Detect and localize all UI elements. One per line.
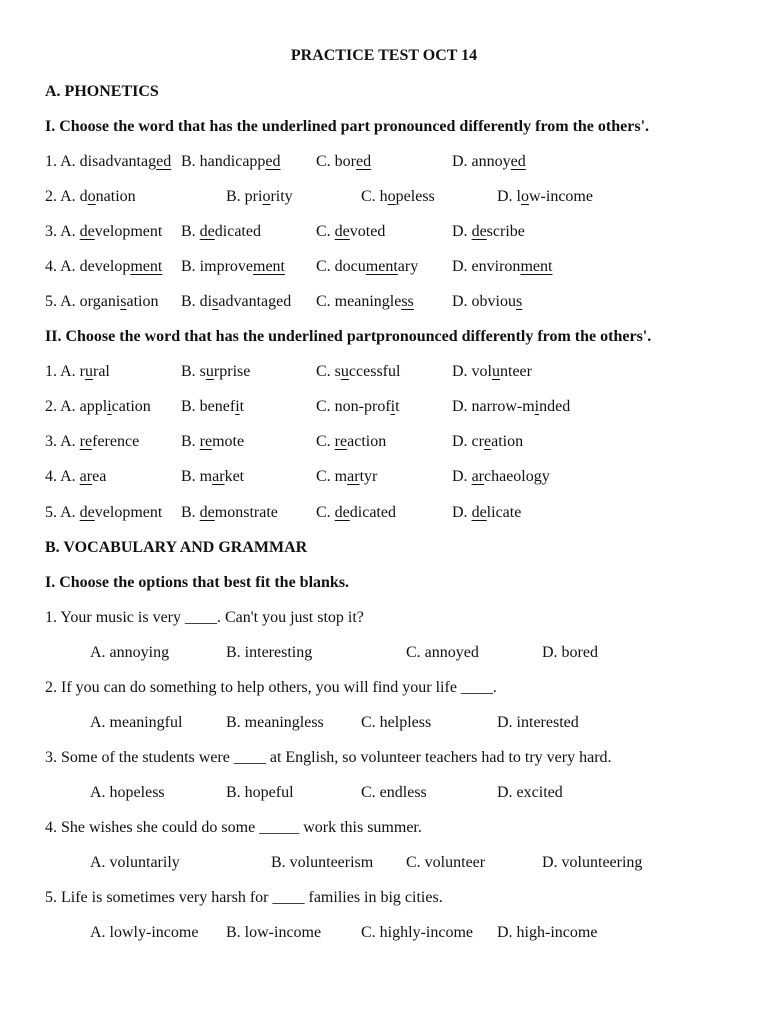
option-text-rest: monstrate xyxy=(214,504,278,521)
option-text-rest: licate xyxy=(486,504,522,521)
underlined-part: s xyxy=(120,293,127,310)
option-text: D. cr xyxy=(452,433,484,450)
option-text: B. s xyxy=(181,363,206,380)
option-text-rest: peless xyxy=(395,188,435,205)
underlined-part: o xyxy=(262,188,271,205)
answer-option xyxy=(316,432,386,452)
underlined-part: de xyxy=(334,504,350,521)
answer-option xyxy=(45,397,151,417)
question-stem: 5. Life is sometimes very harsh for ____ families in big cities. xyxy=(45,889,443,906)
underlined-part: i xyxy=(390,398,396,415)
answer-option xyxy=(181,222,261,242)
option-text: B. di xyxy=(181,293,213,310)
answer-option xyxy=(452,503,521,523)
option-text-rest: rprise xyxy=(213,363,251,380)
answer-option xyxy=(316,152,371,172)
answer-option xyxy=(181,152,281,172)
underlined-part: de xyxy=(79,223,95,240)
underlined-part: o xyxy=(87,188,96,205)
underlined-part: ed xyxy=(265,153,281,170)
option-text: D. xyxy=(452,504,472,521)
answer-option xyxy=(452,397,570,417)
option-text-rest: velopment xyxy=(94,223,163,240)
option-text-rest: ation xyxy=(126,293,159,310)
answer-option xyxy=(497,187,593,207)
underlined-part: ar xyxy=(347,468,360,485)
option-text: B. improve xyxy=(181,258,253,275)
answer-option xyxy=(316,467,377,487)
option-text: D. obviou xyxy=(452,293,516,310)
page-title: PRACTICE TEST OCT 14 xyxy=(290,47,478,64)
answer-option: D. interested xyxy=(497,714,579,731)
section-heading-phonetics: A. PHONETICS xyxy=(45,83,159,100)
option-text: 3. A. xyxy=(45,433,80,450)
answer-option xyxy=(316,397,400,417)
option-text: B. xyxy=(181,433,200,450)
option-text-rest: dicated xyxy=(349,504,396,521)
underlined-part: u xyxy=(85,363,93,380)
answer-option xyxy=(226,187,293,207)
answer-option xyxy=(452,292,522,312)
answer-option: A. hopeless xyxy=(90,784,165,801)
answer-option xyxy=(45,362,110,382)
answer-option: A. voluntarily xyxy=(90,854,180,871)
underlined-part: ar xyxy=(471,468,484,485)
underlined-part: re xyxy=(334,433,348,450)
underlined-part: o xyxy=(387,188,396,205)
option-text: B. m xyxy=(181,468,213,485)
answer-option xyxy=(45,222,162,242)
answer-option xyxy=(452,362,532,382)
underlined-part: de xyxy=(199,223,215,240)
answer-option xyxy=(181,397,244,417)
option-text: C. docu xyxy=(316,258,366,275)
underlined-part: ed xyxy=(356,153,372,170)
answer-option xyxy=(316,503,396,523)
answer-option xyxy=(45,292,159,312)
answer-option: D. excited xyxy=(497,784,563,801)
option-text: B. xyxy=(181,504,200,521)
option-text: C. s xyxy=(316,363,341,380)
answer-option xyxy=(452,467,550,487)
instruction-b1: I. Choose the options that best fit the blanks. xyxy=(45,574,350,591)
answer-option xyxy=(181,257,285,277)
answer-option xyxy=(452,432,523,452)
option-text-rest: scribe xyxy=(486,223,525,240)
option-text-rest: ary xyxy=(397,258,419,275)
option-text: B. handicapp xyxy=(181,153,266,170)
answer-option xyxy=(181,362,250,382)
underlined-part: ed xyxy=(510,153,526,170)
underlined-part: u xyxy=(492,363,500,380)
answer-option xyxy=(181,432,244,452)
option-text: D. narrow-m xyxy=(452,398,535,415)
option-text: C. m xyxy=(316,468,348,485)
question-stem: 2. If you can do something to help others, you will find your life ____. xyxy=(45,679,497,696)
option-text-rest: ral xyxy=(93,363,110,380)
option-text-rest: voted xyxy=(349,223,386,240)
answer-option: B. hopeful xyxy=(226,784,294,801)
answer-option xyxy=(316,292,414,312)
option-text: D. environ xyxy=(452,258,521,275)
underlined-part: s xyxy=(212,293,219,310)
answer-option: C. annoyed xyxy=(406,644,479,661)
option-text: 2. A. appl xyxy=(45,398,108,415)
option-text-rest: chaeology xyxy=(484,468,550,485)
answer-option: A. lowly-income xyxy=(90,924,199,941)
underlined-part: re xyxy=(79,433,93,450)
answer-option: D. volunteering xyxy=(542,854,643,871)
option-text: 4. A. develop xyxy=(45,258,131,275)
answer-option: C. endless xyxy=(361,784,427,801)
answer-option xyxy=(45,187,136,207)
underlined-part: ar xyxy=(212,468,225,485)
underlined-part: u xyxy=(340,363,349,380)
underlined-part: ment xyxy=(365,258,398,275)
answer-option xyxy=(316,362,400,382)
answer-option xyxy=(452,222,525,242)
section-heading-vocabulary: B. VOCABULARY AND GRAMMAR xyxy=(45,539,308,556)
option-text: 5. A. organi xyxy=(45,293,121,310)
option-text-rest: ccessful xyxy=(348,363,401,380)
option-text-rest: action xyxy=(347,433,387,450)
answer-option xyxy=(45,432,139,452)
option-text: 2. A. d xyxy=(45,188,88,205)
instruction-a2: II. Choose the word that has the underlined partpronounced differently from the others'. xyxy=(45,328,652,345)
option-text-rest: w-income xyxy=(529,188,593,205)
answer-option xyxy=(45,467,106,487)
answer-option: B. interesting xyxy=(226,644,313,661)
answer-option: C. volunteer xyxy=(406,854,486,871)
option-text-rest: rity xyxy=(270,188,293,205)
answer-option xyxy=(45,257,162,277)
underlined-part: ment xyxy=(130,258,163,275)
option-text: D. l xyxy=(497,188,521,205)
underlined-part: i xyxy=(235,398,240,415)
answer-option xyxy=(452,152,526,172)
option-text: B. benef xyxy=(181,398,236,415)
underlined-part: ar xyxy=(79,468,93,485)
answer-option xyxy=(45,503,162,523)
underlined-part: ment xyxy=(253,258,285,275)
answer-option: C. helpless xyxy=(361,714,432,731)
underlined-part: ed xyxy=(156,153,172,170)
option-text-rest: t xyxy=(239,398,245,415)
question-stem: 1. Your music is very ____. Can't you just stop it? xyxy=(45,609,364,626)
underlined-part: e xyxy=(483,433,492,450)
question-stem: 3. Some of the students were ____ at English, so volunteer teachers had to try very hard. xyxy=(45,749,612,766)
answer-option: D. high-income xyxy=(497,924,598,941)
underlined-part: de xyxy=(471,504,487,521)
option-text-rest: nation xyxy=(95,188,136,205)
option-text-rest: dicated xyxy=(214,223,261,240)
underlined-part: re xyxy=(199,433,213,450)
option-text-rest: velopment xyxy=(94,504,163,521)
answer-option xyxy=(361,187,435,207)
option-text: D. xyxy=(452,223,472,240)
option-text: C. non-prof xyxy=(316,398,391,415)
answer-option: D. bored xyxy=(542,644,598,661)
option-text: C. h xyxy=(361,188,388,205)
underlined-part: i xyxy=(107,398,112,415)
answer-option xyxy=(452,257,552,277)
option-text-rest: nteer xyxy=(500,363,532,380)
option-text: 3. A. xyxy=(45,223,80,240)
option-text-rest: ference xyxy=(92,433,140,450)
answer-option xyxy=(181,467,244,487)
option-text: C. xyxy=(316,223,335,240)
answer-option xyxy=(316,222,385,242)
option-text: D. annoy xyxy=(452,153,511,170)
option-text: 1. A. disadvantag xyxy=(45,153,157,170)
underlined-part: de xyxy=(471,223,487,240)
underlined-part: de xyxy=(199,504,215,521)
option-text-rest: advantaged xyxy=(218,293,292,310)
option-text-rest: t xyxy=(395,398,400,415)
option-text: B. xyxy=(181,223,200,240)
instruction-a1: I. Choose the word that has the underlined part pronounced differently from the others'. xyxy=(45,118,650,135)
underlined-part: de xyxy=(79,504,95,521)
option-text-rest: mote xyxy=(212,433,245,450)
underlined-part: o xyxy=(521,188,529,205)
option-text-rest: nded xyxy=(539,398,571,415)
underlined-part: i xyxy=(534,398,540,415)
underlined-part: ment xyxy=(520,258,553,275)
option-text-rest: ea xyxy=(92,468,107,485)
option-text-rest: cation xyxy=(111,398,151,415)
answer-option: B. meaningless xyxy=(226,714,324,731)
option-text: D. xyxy=(452,468,472,485)
option-text: C. xyxy=(316,433,335,450)
option-text: D. vol xyxy=(452,363,492,380)
underlined-part: de xyxy=(334,223,350,240)
option-text: C. meaningle xyxy=(316,293,402,310)
option-text-rest: ation xyxy=(491,433,524,450)
answer-option: C. highly-income xyxy=(361,924,473,941)
answer-option: B. volunteerism xyxy=(271,854,374,871)
answer-option: A. annoying xyxy=(90,644,170,661)
answer-option xyxy=(181,503,278,523)
option-text: C. xyxy=(316,504,335,521)
answer-option xyxy=(316,257,418,277)
option-text: 5. A. xyxy=(45,504,80,521)
answer-option xyxy=(45,152,171,172)
question-stem: 4. She wishes she could do some _____ work this summer. xyxy=(45,819,422,836)
option-text: B. pri xyxy=(226,188,263,205)
underlined-part: s xyxy=(516,293,523,310)
underlined-part: u xyxy=(205,363,214,380)
option-text: C. bor xyxy=(316,153,356,170)
option-text-rest: tyr xyxy=(359,468,378,485)
answer-option: A. meaningful xyxy=(90,714,183,731)
answer-option: B. low-income xyxy=(226,924,322,941)
option-text: 1. A. r xyxy=(45,363,85,380)
underlined-part: ss xyxy=(401,293,414,310)
option-text: 4. A. xyxy=(45,468,80,485)
option-text-rest: ket xyxy=(224,468,245,485)
answer-option xyxy=(181,292,291,312)
